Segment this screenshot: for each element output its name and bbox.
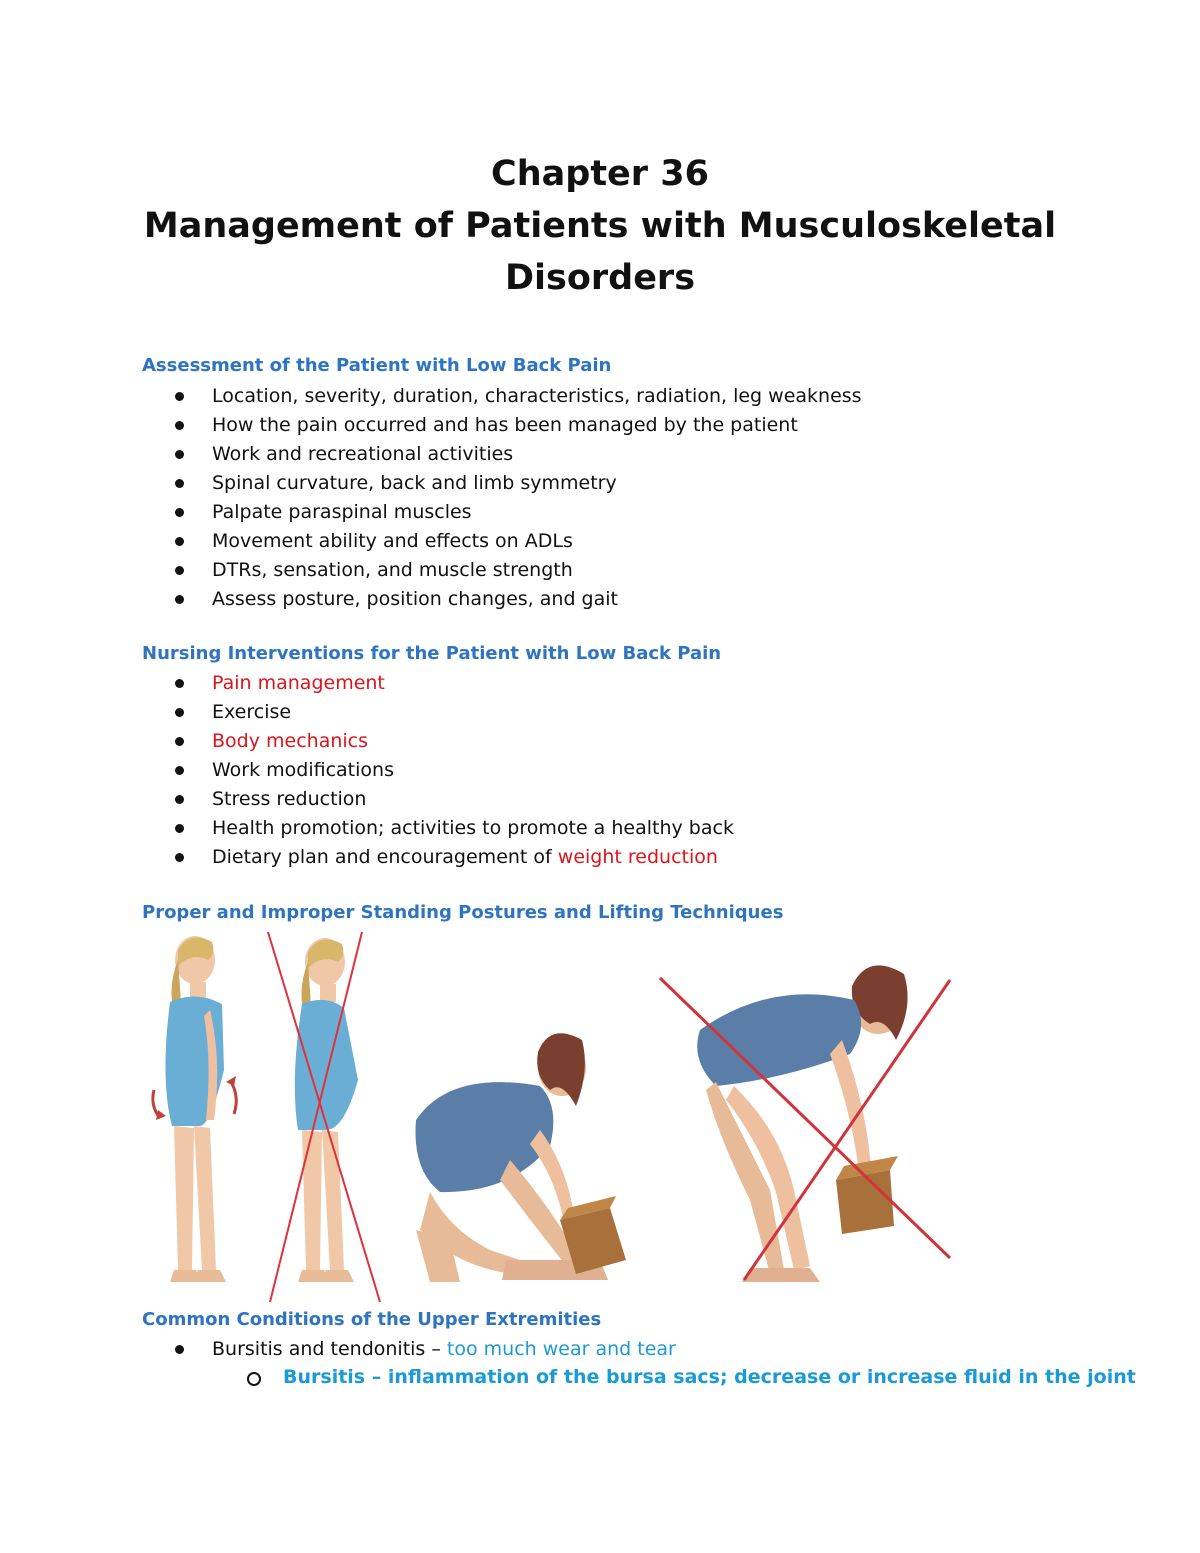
interventions-list (0, 669, 734, 872)
list-item: Palpate paraspinal muscles (0, 498, 862, 527)
bullet-icon (175, 708, 184, 717)
list-item: Spinal curvature, back and limb symmetry (0, 469, 862, 498)
list-item: Bursitis and tendonitis – too much wear and tear (0, 1335, 676, 1364)
upper-extremities-heading: Common Conditions of the Upper Extremities (142, 1309, 602, 1330)
bullet-icon (175, 824, 184, 833)
bullet-icon (175, 853, 184, 862)
bullet-icon (175, 566, 184, 575)
improper-lifting-figure (660, 965, 950, 1282)
list-item: Pain management (0, 669, 734, 698)
bullet-icon (175, 1345, 184, 1354)
bullet-icon (175, 479, 184, 488)
bullet-icon (175, 737, 184, 746)
list-item: Work and recreational activities (0, 440, 862, 469)
bullet-icon (175, 595, 184, 604)
assessment-heading: Assessment of the Patient with Low Back Pain (142, 355, 612, 376)
title-line-3: Disorders (504, 258, 696, 298)
list-item: Movement ability and effects on ADLs (0, 527, 862, 556)
list-item: Health promotion; activities to promote a healthy back (0, 814, 734, 843)
bullet-icon (175, 795, 184, 804)
list-item: Stress reduction (0, 785, 734, 814)
bullet-icon (175, 421, 184, 430)
bullet-icon (175, 450, 184, 459)
proper-standing-figure (153, 936, 236, 1282)
list-item: Body mechanics (0, 727, 734, 756)
bullet-icon (175, 537, 184, 546)
posture-lifting-illustration (130, 930, 960, 1305)
improper-standing-figure (268, 932, 380, 1302)
list-item: Exercise (0, 698, 734, 727)
page-title (0, 148, 1200, 304)
list-item: Dietary plan and encouragement of weight reduction (0, 843, 734, 872)
list-item: DTRs, sensation, and muscle strength (0, 556, 862, 585)
interventions-heading: Nursing Interventions for the Patient with Low Back Pain (142, 643, 722, 664)
list-item: Work modifications (0, 756, 734, 785)
list-item: Assess posture, position changes, and gait (0, 585, 862, 614)
bullet-icon (175, 508, 184, 517)
assessment-list (0, 382, 862, 614)
upper-extremities-list (0, 1335, 676, 1364)
title-line-2: Management of Patients with Musculoskeletal (143, 206, 1057, 246)
postures-heading: Proper and Improper Standing Postures and Lifting Techniques (142, 902, 784, 923)
bullet-icon (175, 392, 184, 401)
bullet-icon (175, 766, 184, 775)
title-line-1: Chapter 36 (491, 154, 709, 194)
hollow-bullet-icon (247, 1372, 261, 1386)
list-item: Location, severity, duration, characteristics, radiation, leg weakness (0, 382, 862, 411)
list-item: How the pain occurred and has been managed by the patient (0, 411, 862, 440)
bullet-icon (175, 679, 184, 688)
proper-lifting-figure (416, 1033, 627, 1282)
